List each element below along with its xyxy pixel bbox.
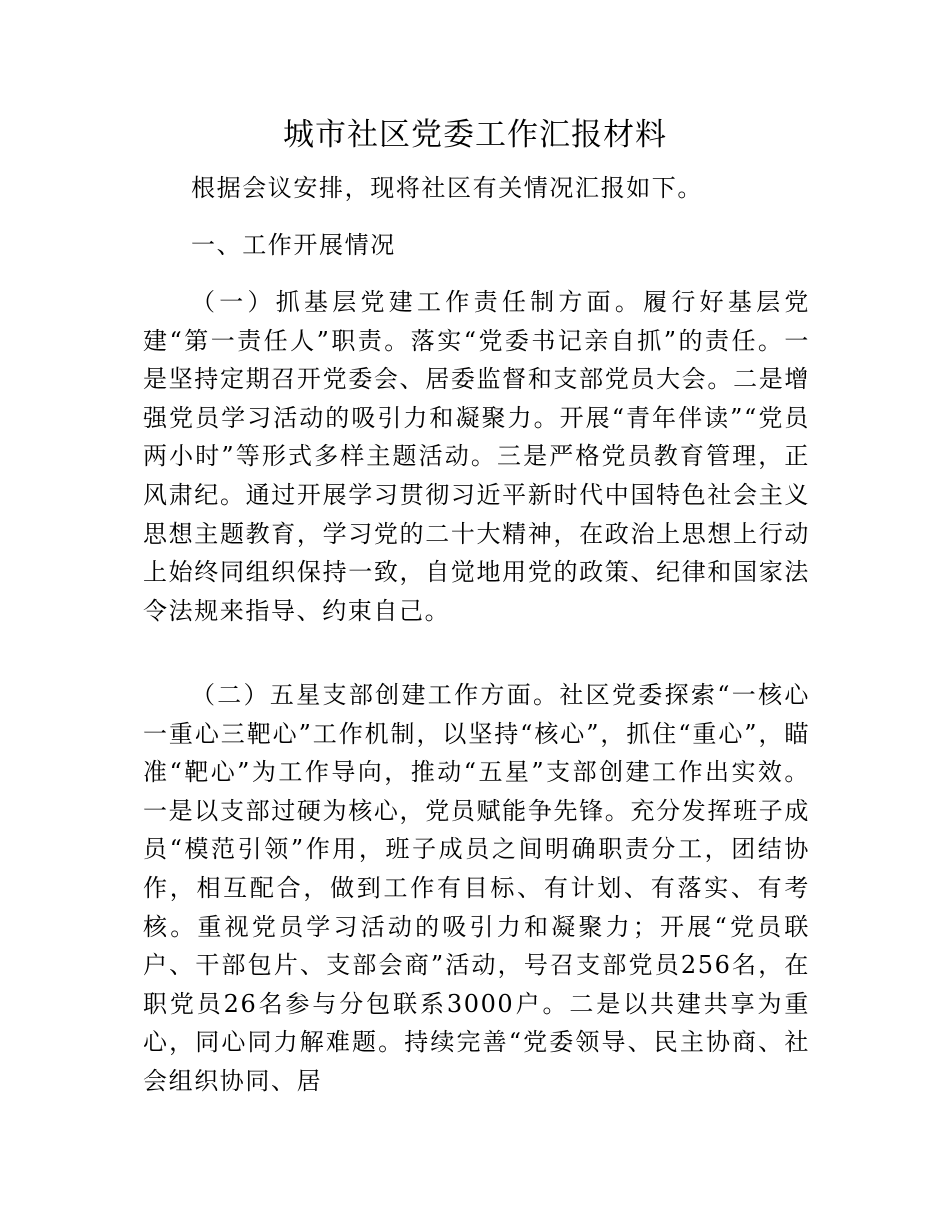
intro-paragraph: 根据会议安排，现将社区有关情况汇报如下。	[191, 174, 703, 202]
document-title: 城市社区党委工作汇报材料	[283, 117, 667, 153]
paragraph-five-star-branch: （二）五星支部创建工作方面。社区党委探索“一核心一重心三靶心”工作机制，以坚持“核心”，抓住“重心”，瞄准“靶心”为工作导向，推动“五星”支部创建工作出实效。一是以支部过硬为核心，党员赋能争先锋。充分发挥班子成员“模范引领”作用，班子成员之间明确职责分工，团结协作，相互配合，做到工作有目标、有计划、有落实、有考核。重视党员学习活动的吸引力和凝聚力；开展“党员联户、干部包片、支部会商”活动，号召支部党员256名，在职党员26名参与分包联系3000户。二是以共建共享为重心，同心同力解难题。持续完善“党委领导、民主协商、社会组织协同、居	[143, 681, 810, 1095]
section-heading: 一、工作开展情况	[191, 231, 396, 259]
paragraph-party-building-responsibility: （一）抓基层党建工作责任制方面。履行好基层党建“第一责任人”职责。落实“党委书记亲自抓”的责任。一是坚持定期召开党委会、居委监督和支部党员大会。二是增强党员学习活动的吸引力和凝聚力。开展“青年伴读”“党员两小时”等形式多样主题活动。三是严格党员教育管理，正风肃纪。通过开展学习贯彻习近平新时代中国特色社会主义思想主题教育，学习党的二十大精神，在政治上思想上行动上始终同组织保持一致，自觉地用党的政策、纪律和国家法令法规来指导、约束自己。	[143, 288, 810, 625]
